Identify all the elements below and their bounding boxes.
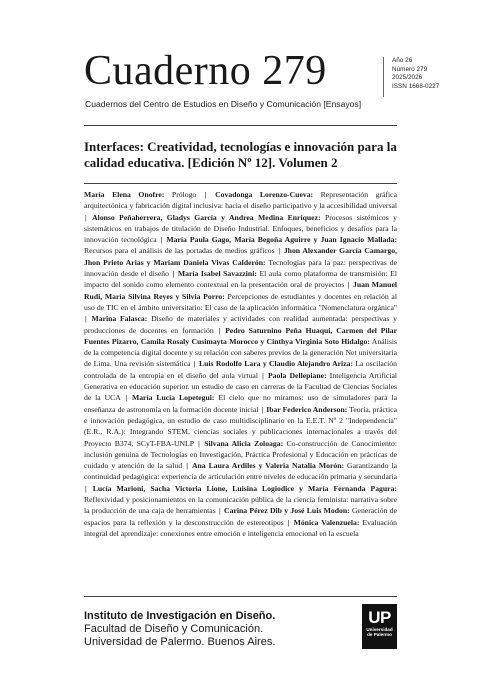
toc-entry-authors: Luis Rodolfo Lara y Claudio Alejandro Ariza: [198,359,354,369]
vertical-divider [383,57,384,97]
toc-entry-title: Representación gráfica arquitectónica y fabricación digital inclusiva: hacia el diseño participativo y la accesibilidad universal [84,190,397,211]
journal-title: Cuaderno 279 [84,48,327,94]
entry-separator: | [160,235,163,245]
footer-divider [84,596,397,597]
toc-entry-authors: Pedro Saturnino Peña Huaqui, Carmen del Pilar Fuentes Pizarro, Camila Rosaly Cusimayta Morocco y Cinthya Virginia Soto Hidalgo: [84,325,398,346]
toc-entry-title: Reflexividad y posicionamientos en la comunicación pública de la ciencia feminista: narrativa sobre la producción de una caja de herramientas [84,495,397,516]
toc-entry-authors: María Elena Onofre: [84,190,165,199]
toc-entry-authors: Lucía Marioni, Sacha Victoria Lione, Luisina Logiodice y María Fernanda Pagura: [92,483,397,493]
entry-separator: | [186,461,188,471]
toc-entry-authors: Covadonga Lorenzo-Cueva: [215,190,314,199]
logo-text-line2: de Palermo [367,632,392,638]
entry-separator: | [204,190,207,199]
toc-entry-title: Teoría, práctica e innovación pedagógica, un estudio de caso multidisciplinario en la E.E.T. Nº 2 "Independencia" (E.R., R.A.): Integrando STEM, ciencias sociales y publicaciones internacionales a través del Proyecto B374, SCyT-FBA-UNLP [84,404,397,448]
logo-mark: UP [368,608,391,627]
toc-entry-authors: Marina Falasca: [91,314,148,324]
table-of-contents [84,189,397,539]
toc-entry-title: Recursos para el análisis de las portadas de medios gráficos [84,246,278,256]
toc-entry-authors: Alonso Peñaherrera, Gladys García y Andrea Medina Enríquez: [92,212,321,222]
toc-entry-title: Análisis de la competencia digital docente y su relación con saberes previos de la generación Net universitaria de Lima. Una revisión sistemática [84,336,398,369]
toc-entry-authors: Juan Manuel Rudi, María Silvina Reyes y Silvia Porro: [84,280,397,301]
entry-separator: | [85,483,87,493]
toc-entry-title: Evaluación integral del aprendizaje: conexiones entre emoción e inteligencia emocional en la escuela [84,517,398,538]
entry-separator: | [262,370,264,380]
toc-entry-authors: Mónica Valenzuela: [293,517,360,527]
issue-period: 2025/2026 [392,74,423,82]
toc-entry-title: Procesos sistémicos y sistemáticos en trabajos de titulación de Diseño Industrial. Enfoques, beneficios y desafíos para la innovación tecnológica [84,212,397,245]
toc-entry-title: Co-construcción de Conocimiento: inclusión genuina de Tecnologías en Investigación, Práctica Profesional y Educación en prácticas de cuidado y atención de la salud [84,438,398,471]
entry-separator: | [219,506,221,516]
entry-separator: | [347,280,350,290]
journal-subtitle: Cuadernos del Centro de Estudios en Diseño y Comunicación [Ensayos] [85,99,362,109]
toc-entry-title: Tecnologías para la paz: perspectivas de innovación desde el diseño [84,257,397,279]
toc-entry-title: Generación de espacios para la reflexión y la desconstrucción de estereotipos [84,506,397,527]
toc-entry-title: El aula como plataforma de transmisión: El impacto del sonido como elemento contextual en la presentación oral de proyectos [84,269,398,290]
entry-separator: | [172,269,175,279]
toc-entry-authors: Silvana Alicia Zoloaga: [204,438,284,448]
toc-entry-title: Diseño de materiales y actividades con realidad aumentada: perspectivas y producciones de docentes en formación [84,314,398,335]
entry-separator: | [85,314,87,324]
issue-issn: ISSN 1668-0227 [392,82,440,90]
entry-separator: | [278,246,281,256]
faculty-name: Facultad de Diseño y Comunicación. [84,623,264,635]
toc-entry-title: Inteligencia Artificial Generativa en educación superior. un estudio de caso en carreras de la Facultad de Ciencias Sociales de la UCA [84,370,397,403]
institution-block [84,610,275,649]
toc-entry-authors: María Paula Gago, María Begoña Aguirre y Juan Ignacio Mallada: [166,235,398,245]
toc-entry-authors: Jhon Alexander García Camargo, Jhon Prieto Arias y Mariam Daniela Vivas Calderón: [84,246,398,267]
toc-entry-authors: Carina Pérez Dib y José Luis Modon: [224,506,350,516]
toc-entry-title: Percepciones de estudiantes y docentes en relación al uso de TIC en el ámbito universitario: El caso de la aplicación informática "Nomenclatura orgánica" [84,291,397,312]
issue-year: Año 26 [392,57,413,64]
entry-separator: | [193,359,196,369]
issue-info [392,57,439,91]
toc-entry-title: Prólogo [164,190,204,199]
toc-entry [84,190,204,199]
toc-entry-title: La oscilación controlada de la entropía en el diseño del aula virtual [84,359,397,380]
issue-number: Número 279 [392,65,428,73]
toc-entry-authors: Ana Laura Ardiles y Valeria Natalia Morón: [191,461,345,471]
logo-text-line1: Universidad [366,627,393,632]
entry-separator: | [261,404,264,414]
entry-separator: | [198,438,200,448]
entry-separator: | [218,325,221,335]
issue-title: Interfaces: Creatividad, tecnologías e innovación para la calidad educativa. [Edición Nº 12]. Volumen 2 [84,139,397,170]
entry-separator: | [287,517,290,527]
entry-separator: | [85,212,87,222]
toc-entry-title: Garantizando la continuidad pedagógica: experiencia de articulación entre niveles de educación primaria y secundaria [84,461,397,482]
institution-name: Instituto de Investigación en Diseño. [84,610,276,622]
university-name: Universidad de Palermo. Buenos Aires. [84,636,276,648]
toc-entry-title: El cielo que no miramos: uso de simuladores para la enseñanza de astronomía en la formación docente inicial [84,393,397,414]
toc-entry-authors: Ibar Federico Anderson: [266,404,348,414]
title-divider [84,183,397,184]
top-divider [84,125,397,126]
university-logo [362,604,397,649]
toc-entry-authors: María Isabel Savazzini: [177,269,257,279]
entry-separator: | [125,393,128,403]
toc-entry-authors: Paola Dellepiane: [267,370,327,380]
toc-entry-authors: María Lucía Lopetegui: [131,393,215,403]
